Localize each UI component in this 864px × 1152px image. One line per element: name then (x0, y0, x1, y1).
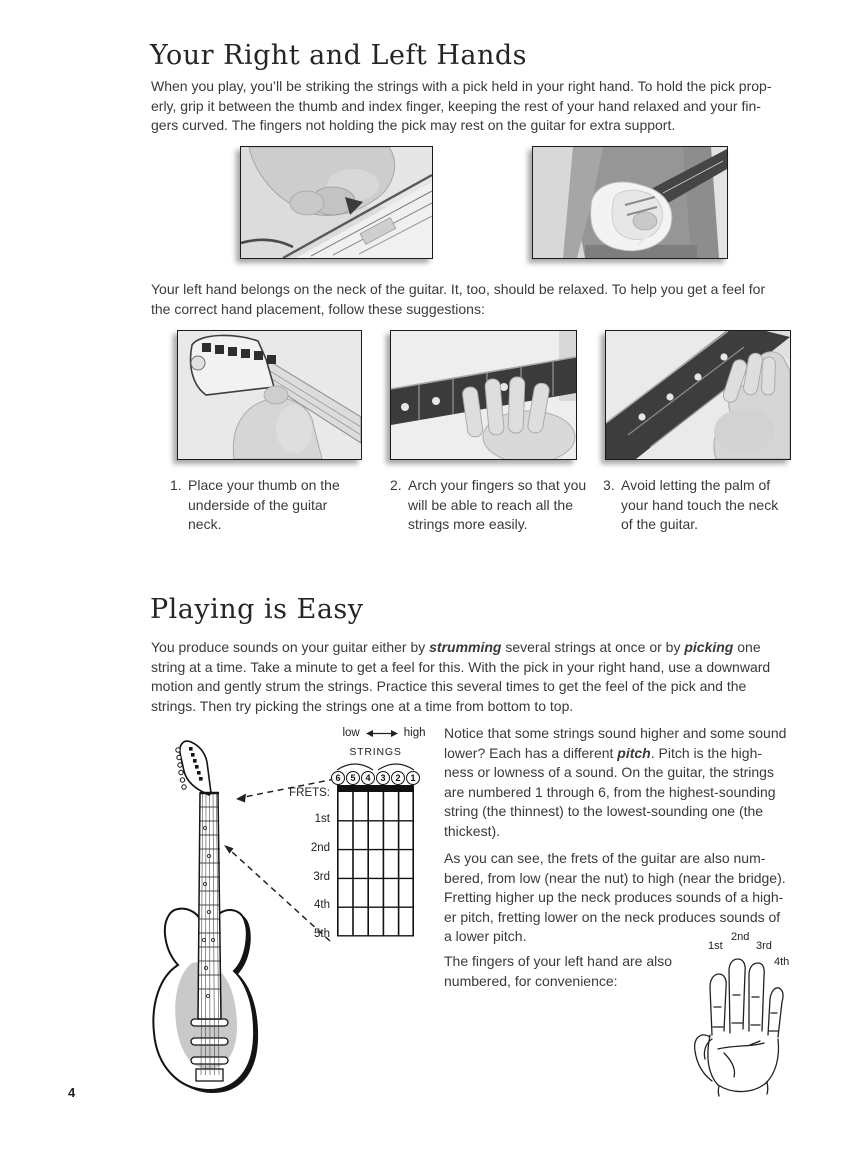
finger-label-2nd: 2nd (731, 931, 750, 943)
guitar-illustration (145, 733, 265, 1095)
string-number: 1 (406, 771, 420, 785)
paragraph-line: string (the thinnest) to the lowest-sounding one (the (444, 803, 764, 819)
frets-paragraph (444, 849, 854, 947)
paragraph-line: erly, grip it between the thumb and index finger, keeping the rest of your hand relaxed and your fin- (151, 97, 761, 114)
photo-palm-clearance (605, 330, 791, 460)
paragraph-line: a lower pitch. (444, 928, 527, 944)
caption-3 (603, 476, 793, 535)
string-number: 2 (391, 771, 405, 785)
guitar-drawing (145, 733, 265, 1090)
photo-thumb-under-neck (177, 330, 362, 460)
page-number: 4 (68, 1085, 76, 1100)
left-hand-paragraph (151, 280, 811, 319)
fret-label-4: 4th (314, 899, 330, 911)
brace-icon (335, 760, 416, 771)
caption-2 (390, 476, 590, 535)
pitch-direction-legend (336, 727, 432, 739)
paragraph-line: bered, from low (near the nut) to high (near the bridge). (444, 869, 786, 886)
paragraph-line: strings. Then try picking the strings one at a time from bottom to top. (151, 697, 574, 714)
paragraph-line: Your left hand belongs on the neck of the guitar. It, too, should be relaxed. To help you get a feel for (151, 281, 766, 297)
finger-label-1st: 1st (708, 940, 723, 952)
fret-label-3: 3rd (313, 871, 330, 883)
paragraph-line: the correct hand placement, follow these suggestions: (151, 300, 485, 317)
pitch-paragraph (444, 724, 854, 841)
double-arrow-icon (365, 729, 399, 738)
finger-label-3rd: 3rd (756, 940, 772, 952)
fret-label-2: 2nd (310, 842, 330, 854)
paragraph-line: thickest). (444, 822, 501, 839)
paragraph-line: motion and gently strum the strings. Practice this several times to get the feel of the pick and the (151, 678, 747, 694)
paragraph-line: numbered, for convenience: (444, 972, 618, 989)
string-number: 5 (346, 771, 360, 785)
frets-label: FRETS: (289, 787, 330, 799)
caption-number: 1. (170, 477, 182, 493)
paragraph-line: are numbered 1 through 6, from the highest-sounding (444, 783, 776, 800)
paragraph-line: string at a time. Take a minute to get a feel for this. With the pick in your right hand, use a downward (151, 658, 771, 675)
arched-fingers-illustration (391, 331, 576, 459)
string-number: 3 (376, 771, 390, 785)
finger-label-4th: 4th (774, 956, 790, 968)
caption-text: Avoid letting the palm of your hand touch the neck of the guitar. (621, 477, 779, 532)
caption-text: Place your thumb on the underside of the guitar neck. (188, 477, 340, 532)
paragraph-line: Notice that some strings sound higher and some sound (444, 725, 787, 741)
paragraph-line: When you play, you’ll be striking the strings with a pick held in your right hand. To hold the pick prop- (151, 78, 772, 94)
thumb-under-neck-illustration (178, 331, 361, 459)
fret-label-5: 5th (314, 928, 330, 940)
string-number-row (331, 771, 420, 785)
paragraph-line: gers curved. The fingers not holding the pick may rest on the guitar for extra support. (151, 117, 676, 133)
paragraph-line: ness or lowness of a sound. On the guitar, the strings (444, 764, 774, 780)
caption-1 (170, 476, 360, 535)
photo-pick-grip (240, 146, 433, 259)
photo-player-strumming (532, 146, 728, 259)
strumming-paragraph (151, 638, 811, 716)
low-label: low (342, 727, 360, 739)
caption-number: 2. (390, 477, 402, 493)
caption-number: 3. (603, 477, 615, 493)
paragraph-line: lower? Each has a different pitch. Pitch is the high- (444, 744, 763, 761)
string-number: 6 (331, 771, 345, 785)
paragraph-line: Fretting higher up the neck produces sounds of a high- (444, 889, 784, 905)
player-illustration (533, 147, 727, 258)
paragraph-line: As you can see, the frets of the guitar are also num- (444, 850, 766, 866)
strings-label: STRINGS (349, 746, 402, 758)
fretboard-grid (337, 785, 414, 937)
fret-label-1: 1st (314, 813, 330, 825)
section1-title: Your Right and Left Hands (150, 40, 528, 71)
intro-paragraph (151, 77, 811, 136)
palm-clearance-illustration (606, 331, 790, 459)
section2-title: Playing is Easy (150, 594, 364, 625)
string-number: 4 (361, 771, 375, 785)
paragraph-line: You produce sounds on your guitar either by strumming several strings at once or by picking one (151, 639, 761, 655)
left-hand-diagram (690, 955, 802, 1095)
paragraph-line: er pitch, fretting lower on the neck produces sounds of (444, 908, 781, 925)
paragraph-line: The fingers of your left hand are also (444, 953, 673, 969)
photo-arched-fingers (390, 330, 577, 460)
high-label: high (403, 727, 426, 739)
pick-grip-illustration (241, 147, 432, 258)
caption-text: Arch your fingers so that you will be able to reach all the strings more easily. (408, 477, 587, 532)
